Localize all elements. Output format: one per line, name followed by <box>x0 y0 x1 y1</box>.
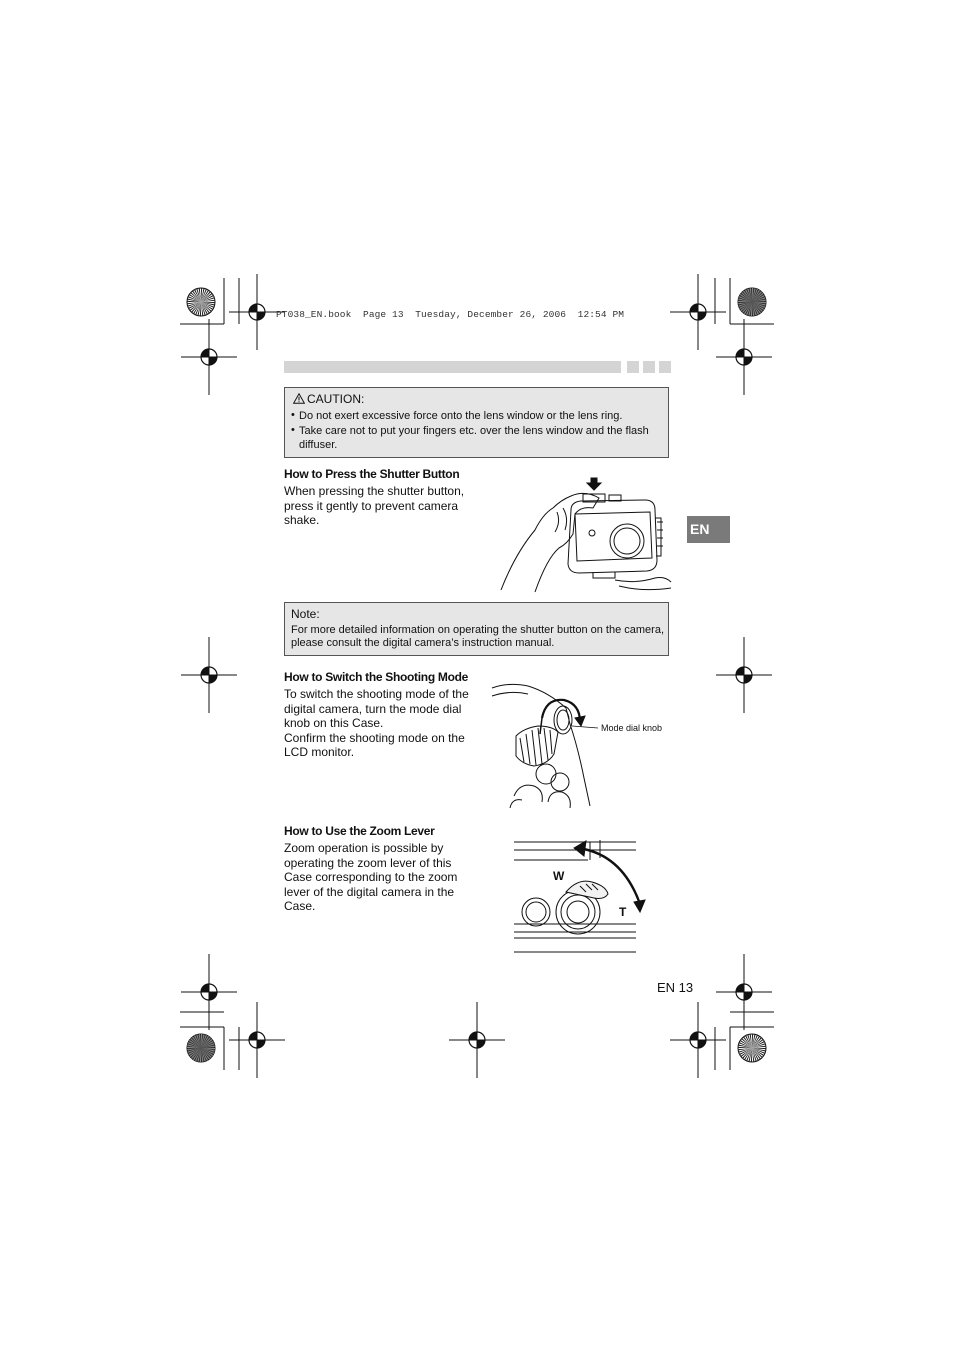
zoom-text <box>284 841 479 914</box>
registration-starburst <box>187 288 215 316</box>
language-tab: EN <box>687 516 730 543</box>
note-line: For more detailed information on operating the shutter button on the camera, <box>291 624 664 636</box>
registration-crosshair <box>181 954 237 1030</box>
text-line: When pressing the shutter button, <box>284 484 465 498</box>
text-line: shake. <box>284 513 320 528</box>
text-line: lever of the digital camera in the <box>284 884 455 899</box>
warning-icon <box>293 393 305 404</box>
bullet: • <box>291 409 295 421</box>
registration-crosshair <box>716 637 772 713</box>
zoom-tele-label: T <box>619 905 627 919</box>
registration-starburst <box>738 288 766 316</box>
text-line: press it gently to prevent camera <box>284 498 459 513</box>
registration-crosshair <box>716 954 772 1030</box>
header-square <box>643 361 655 373</box>
registration-crosshair <box>181 637 237 713</box>
registration-crosshair <box>229 1002 285 1078</box>
registration-crosshair <box>449 1002 505 1078</box>
text-line: digital camera, turn the mode dial <box>284 701 462 716</box>
registration-starburst <box>738 1034 766 1062</box>
text-line: knob on this Case. <box>284 716 384 731</box>
caution-title: CAUTION: <box>307 392 365 406</box>
caution-item: Do not exert excessive force onto the lens window or the lens ring. <box>299 410 623 422</box>
mode-text <box>284 687 479 760</box>
press-arrow-icon <box>587 478 601 490</box>
shutter-heading: How to Press the Shutter Button <box>284 467 460 481</box>
text-line: Zoom operation is possible by <box>284 841 444 855</box>
caution-item-continued: diffuser. <box>299 439 338 451</box>
section-header-bar <box>284 361 621 373</box>
mode-dial-illustration <box>488 678 600 810</box>
note-line: please consult the digital camera’s instruction manual. <box>291 637 555 649</box>
caution-box <box>284 387 669 458</box>
registration-crosshair <box>670 1002 726 1078</box>
text-line: Case corresponding to the zoom <box>284 870 458 885</box>
text-line: operating the zoom lever of this <box>284 855 452 870</box>
bullet: • <box>291 424 295 436</box>
header-square <box>659 361 671 373</box>
registration-crosshair <box>181 319 237 395</box>
registration-crosshair <box>670 274 726 350</box>
caution-item: Take care not to put your fingers etc. over the lens window and the flash <box>299 425 649 437</box>
mode-heading: How to Switch the Shooting Mode <box>284 670 469 684</box>
registration-crosshair <box>716 319 772 395</box>
page-number: EN 13 <box>657 980 694 995</box>
zoom-heading: How to Use the Zoom Lever <box>284 824 435 838</box>
zoom-wide-label: W <box>553 869 565 883</box>
mode-dial-callout: Mode dial knob <box>601 723 663 733</box>
note-box <box>284 602 669 656</box>
text-line: LCD monitor. <box>284 745 355 760</box>
text-line: Case. <box>284 899 316 914</box>
text-line: Confirm the shooting mode on the <box>284 730 465 745</box>
shutter-text <box>284 484 479 528</box>
print-header: PT038_EN.book Page 13 Tuesday, December 26, 2006 12:54 PM <box>276 309 625 320</box>
registration-starburst <box>187 1034 215 1062</box>
header-square <box>627 361 639 373</box>
zoom-lever-illustration <box>510 828 650 960</box>
shutter-press-illustration <box>495 474 673 598</box>
text-line: To switch the shooting mode of the <box>284 687 469 701</box>
note-title: Note: <box>291 607 320 621</box>
